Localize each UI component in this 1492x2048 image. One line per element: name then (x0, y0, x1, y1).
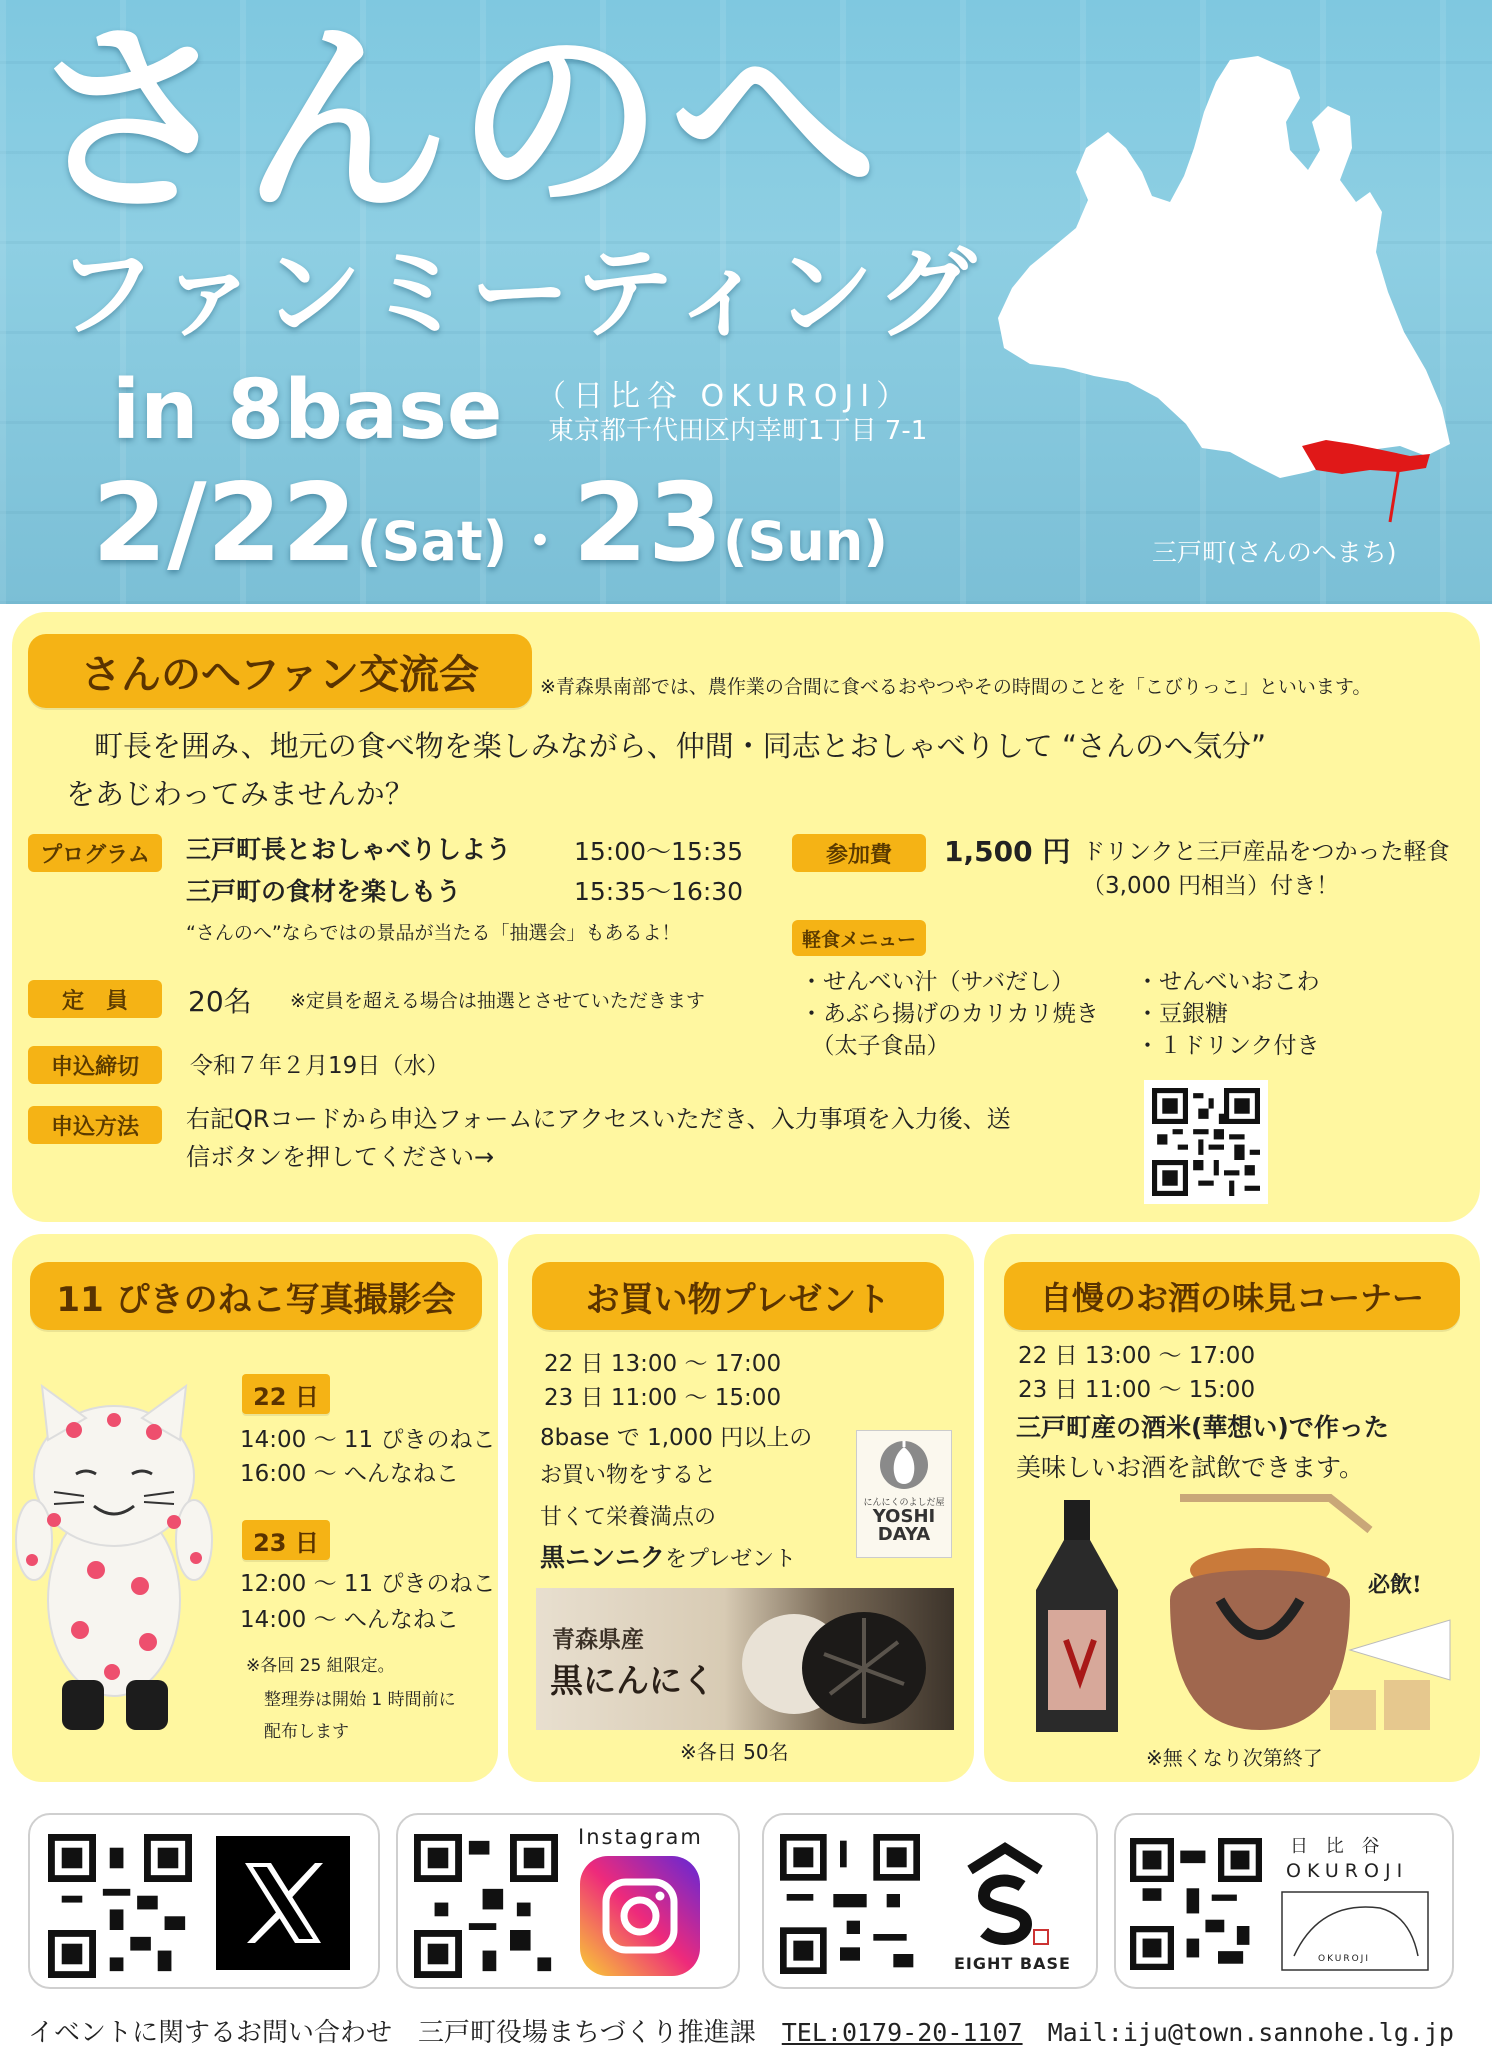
fee-value: 1,500 円 (944, 835, 1071, 868)
shopping-highlight-tail: をプレゼント (665, 1547, 797, 1572)
photo-day1-row-1: 14:00 ～ 11 ぴきのねこ (240, 1427, 496, 1453)
sake-text-1: 三戸町産の酒米(華想い)で作った (1016, 1413, 1389, 1442)
shopping-text-2: お買い物をすると (540, 1463, 717, 1488)
black-garlic-icon (734, 1594, 934, 1728)
instagram-logo-icon[interactable] (580, 1856, 700, 1976)
program-note: “さんのへ”ならではの景品が当たる「抽選会」もあるよ！ (186, 922, 681, 944)
capacity-value: 20名 (188, 985, 252, 1018)
hero-title: さんのへ (28, 1, 884, 243)
qr-code-icon (1130, 1838, 1262, 1970)
fee-label: 参加費 (792, 834, 926, 872)
eightbase-label: EIGHT BASE (954, 1954, 1071, 1973)
hero-banner (0, 0, 1492, 604)
method-line-2: 信ボタンを押してください→ (186, 1143, 495, 1171)
garlic-photo-label-1: 青森県産 (552, 1627, 644, 1653)
sake-jar-icon (1150, 1490, 1460, 1750)
capacity-note: ※定員を超える場合は抽選とさせていただきます (290, 990, 705, 1012)
program-item-2-time: 15:35～16:30 (574, 877, 744, 906)
shopping-text-1: 8base で 1,000 円以上の (540, 1425, 813, 1451)
hero-date (92, 461, 888, 586)
photo-day1-row-2: 16:00 ～ へんなねこ (240, 1461, 459, 1487)
camera-icon (600, 1876, 680, 1956)
okuroji-top-label: 日 比 谷 (1290, 1836, 1386, 1857)
method-line-1: 右記QRコードから申込フォームにアクセスいただき、入力事項を入力後、送 (186, 1105, 1011, 1133)
menu-left-1: ・せんべい汁（サバだし） (800, 969, 1075, 995)
photo-day1-label: 22 日 (242, 1374, 330, 1414)
x-qr-code[interactable] (48, 1834, 192, 1978)
qr-code-icon (780, 1834, 920, 1974)
hero-subtitle: ファンミーティング (56, 235, 980, 352)
logo-small-text: にんにくのよしだ屋 (863, 1498, 945, 1508)
footer-contact (28, 2012, 1454, 2048)
sake-note: ※無くなり次第終了 (1146, 1746, 1323, 1770)
photo-day2-row-2: 14:00 ～ へんなねこ (240, 1607, 459, 1633)
date-1: 2/22 (92, 461, 357, 586)
photo-day2-row-1: 12:00 ～ 11 ぴきのねこ (240, 1571, 496, 1597)
sake-text-2: 美味しいお酒を試飲できます。 (1016, 1453, 1365, 1482)
sake-header: 自慢のお酒の味見コーナー (1004, 1262, 1460, 1330)
fee-desc-1: ドリンクと三戸産品をつかった軽食 (1082, 839, 1450, 865)
footer-mail[interactable]: Mail:iju@town.sannohe.lg.jp (1022, 2018, 1454, 2047)
instagram-qr-code[interactable] (414, 1834, 558, 1978)
aomori-map-icon (990, 52, 1460, 542)
cat-mascot-icon (14, 1380, 214, 1740)
hero-in-label: in 8base (112, 363, 503, 458)
shopping-time-1: 22 日 13:00 ～ 17:00 (544, 1351, 782, 1377)
shopping-highlight: 黒ニンニク (540, 1543, 666, 1572)
qr-code-icon (1152, 1088, 1260, 1196)
photo-header: 11 ぴきのねこ写真撮影会 (30, 1262, 482, 1330)
date-separator: ・ (512, 510, 567, 573)
logo-text-1: YOSHI (872, 1506, 936, 1527)
shopping-header: お買い物プレゼント (532, 1262, 944, 1330)
meeting-header: さんのへファン交流会 (28, 634, 532, 708)
menu-right-3: ・１ドリンク付き (1136, 1033, 1320, 1059)
garlic-photo-label-2: 黒にんにく (550, 1661, 715, 1700)
okuroji-small-label: OKUROJI (1318, 1954, 1370, 1964)
eightbase-qr-code[interactable] (780, 1834, 920, 1974)
meeting-note: ※青森県南部では、農作業の合間に食べるおやつやその時間のことを「こびりっこ」といいます。 (540, 676, 1372, 698)
day-2: (Sun) (722, 510, 888, 573)
instagram-label: Instagram (578, 1825, 703, 1849)
footer-contact-text: イベントに関するお問い合わせ 三戸町役場まちづくり推進課 (28, 2018, 782, 2048)
menu-right-1: ・せんべいおこわ (1136, 969, 1320, 995)
black-garlic-photo (536, 1588, 954, 1730)
meeting-lead-2: をあじわってみませんか？ (66, 777, 414, 811)
menu-left-2: ・あぶら揚げのカリカリ焼き (800, 1001, 1099, 1027)
application-qr-code[interactable] (1144, 1080, 1268, 1204)
hero-venue: （日比谷 OKUROJI） (536, 379, 914, 414)
capacity-label: 定 員 (28, 980, 162, 1018)
deadline-value: 令和７年２月19日（水） (190, 1053, 450, 1079)
logo-text-2: DAYA (877, 1524, 931, 1545)
okuroji-name-label: OKUROJI (1286, 1860, 1409, 1882)
map-label: 三戸町(さんのへまち) (1152, 538, 1397, 567)
photo-note-2: 整理券は開始 1 時間前に (264, 1690, 456, 1710)
deadline-label: 申込締切 (28, 1046, 162, 1084)
shopping-text-3: 甘くて栄養満点の (540, 1505, 717, 1530)
method-label: 申込方法 (28, 1106, 162, 1144)
x-logo-icon[interactable] (216, 1836, 350, 1970)
eightbase-logo-icon[interactable] (950, 1840, 1060, 1950)
shopping-note: ※各日 50名 (680, 1740, 789, 1764)
program-item-1-time: 15:00～15:35 (574, 837, 744, 866)
sake-time-1: 22 日 13:00 ～ 17:00 (1018, 1343, 1256, 1369)
shopping-time-2: 23 日 11:00 ～ 15:00 (544, 1385, 782, 1411)
sake-time-2: 23 日 11:00 ～ 15:00 (1018, 1377, 1256, 1403)
program-item-1-name: 三戸町長とおしゃべりしよう (186, 835, 512, 864)
menu-left-3: （太子食品） (800, 1033, 950, 1059)
okuroji-qr-code[interactable] (1130, 1838, 1262, 1970)
menu-label: 軽食メニュー (792, 920, 926, 956)
day-1: (Sat) (356, 510, 508, 573)
yoshidaya-logo (856, 1430, 952, 1558)
qr-code-icon (414, 1834, 558, 1978)
qr-code-icon (48, 1834, 192, 1978)
meeting-lead-1: 町長を囲み、地元の食べ物を楽しみながら、仲間・同志とおしゃべりして “さんのへ気分” (94, 729, 1267, 763)
hero-address: 東京都千代田区内幸町1丁目 7-1 (548, 416, 928, 446)
sake-fan-text: 必飲! (1368, 1572, 1422, 1598)
shopping-highlight-line (540, 1542, 796, 1574)
fee-desc-2: （3,000 円相当）付き！ (1082, 873, 1340, 899)
program-label: プログラム (28, 834, 162, 872)
date-2: 23 (572, 461, 723, 586)
photo-note-1: ※各回 25 組限定。 (246, 1656, 395, 1676)
program-item-2-name: 三戸町の食材を楽しもう (186, 877, 462, 906)
x-mark-icon (235, 1855, 331, 1951)
photo-day2-label: 23 日 (242, 1520, 330, 1560)
sake-bottle-icon (1022, 1500, 1132, 1740)
garlic-icon (879, 1437, 929, 1493)
menu-right-2: ・豆銀糖 (1136, 1001, 1228, 1027)
photo-note-3: 配布します (264, 1722, 349, 1742)
footer-tel[interactable]: TEL:0179-20-1107 (781, 2018, 1023, 2047)
